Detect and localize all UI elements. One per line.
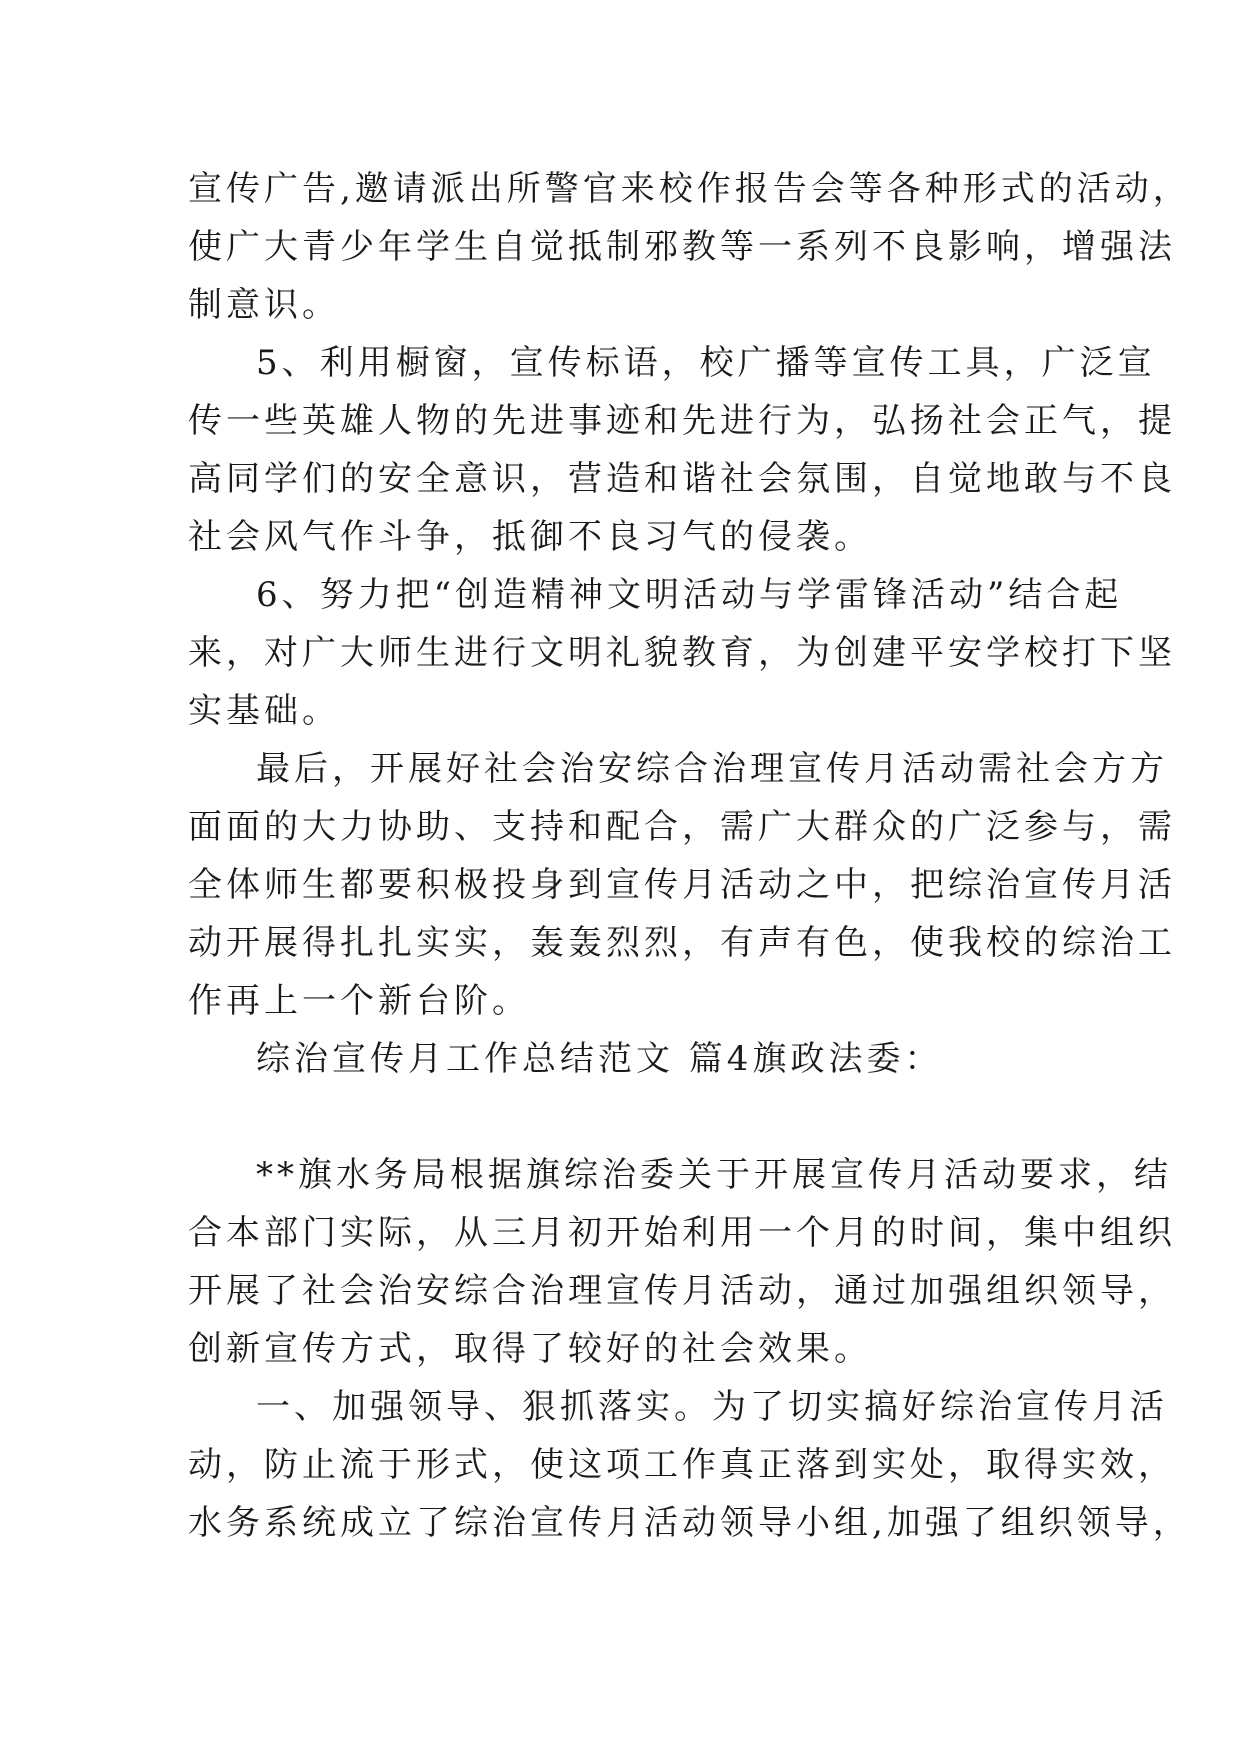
document-body: [188, 160, 1191, 1552]
paragraph-start-line: 6、努力把“创造精神文明活动与学雷锋活动”结合起: [256, 575, 1123, 615]
text-line: 来，对广大师生进行文明礼貌教育，为创建平安学校打下坚: [188, 633, 1176, 673]
paragraph-start-line: **旗水务局根据旗综治委关于开展宣传月活动要求，结: [256, 1155, 1172, 1195]
paragraph-start-line: 一、加强领导、狠抓落实。为了切实搞好综治宣传月活: [256, 1387, 1168, 1427]
text-line: 全体师生都要积极投身到宣传月活动之中，把综治宣传月活: [188, 865, 1176, 905]
text-line: 高同学们的安全意识，营造和谐社会氛围，自觉地敢与不良: [188, 459, 1176, 499]
text-line: 创新宣传方式，取得了较好的社会效果。: [188, 1329, 872, 1369]
text-line: 作再上一个新台阶。: [188, 981, 530, 1021]
text-line: 动开展得扎扎实实，轰轰烈烈，有声有色，使我校的综治工: [188, 923, 1176, 963]
text-line: 宣传广告,邀请派出所警官来校作报告会等各种形式的活动，: [188, 169, 1191, 209]
text-line: 动，防止流于形式，使这项工作真正落到实处，取得实效，: [188, 1445, 1176, 1485]
text-line: 实基础。: [188, 691, 340, 731]
text-line: 传一些英雄人物的先进事迹和先进行为，弘扬社会正气，提: [188, 401, 1176, 441]
paragraph-start-line: 5、利用橱窗，宣传标语，校广播等宣传工具，广泛宣: [256, 343, 1156, 383]
blank-line: [188, 1088, 1088, 1146]
text-line: 开展了社会治安综合治理宣传月活动，通过加强组织领导，: [188, 1271, 1176, 1311]
text-line: 社会风气作斗争，抵御不良习气的侵袭。: [188, 517, 872, 557]
text-line: 制意识。: [188, 285, 340, 325]
section-heading: 综治宣传月工作总结范文 篇4旗政法委：: [256, 1039, 943, 1079]
paragraph-start-line: 最后，开展好社会治安综合治理宣传月活动需社会方方: [256, 749, 1168, 789]
text-line: 合本部门实际，从三月初开始利用一个月的时间，集中组织: [188, 1213, 1176, 1253]
text-line: 水务系统成立了综治宣传月活动领导小组,加强了组织领导，: [188, 1503, 1191, 1543]
text-line: 面面的大力协助、支持和配合，需广大群众的广泛参与，需: [188, 807, 1176, 847]
text-line: 使广大青少年学生自觉抵制邪教等一系列不良影响，增强法: [188, 227, 1176, 267]
